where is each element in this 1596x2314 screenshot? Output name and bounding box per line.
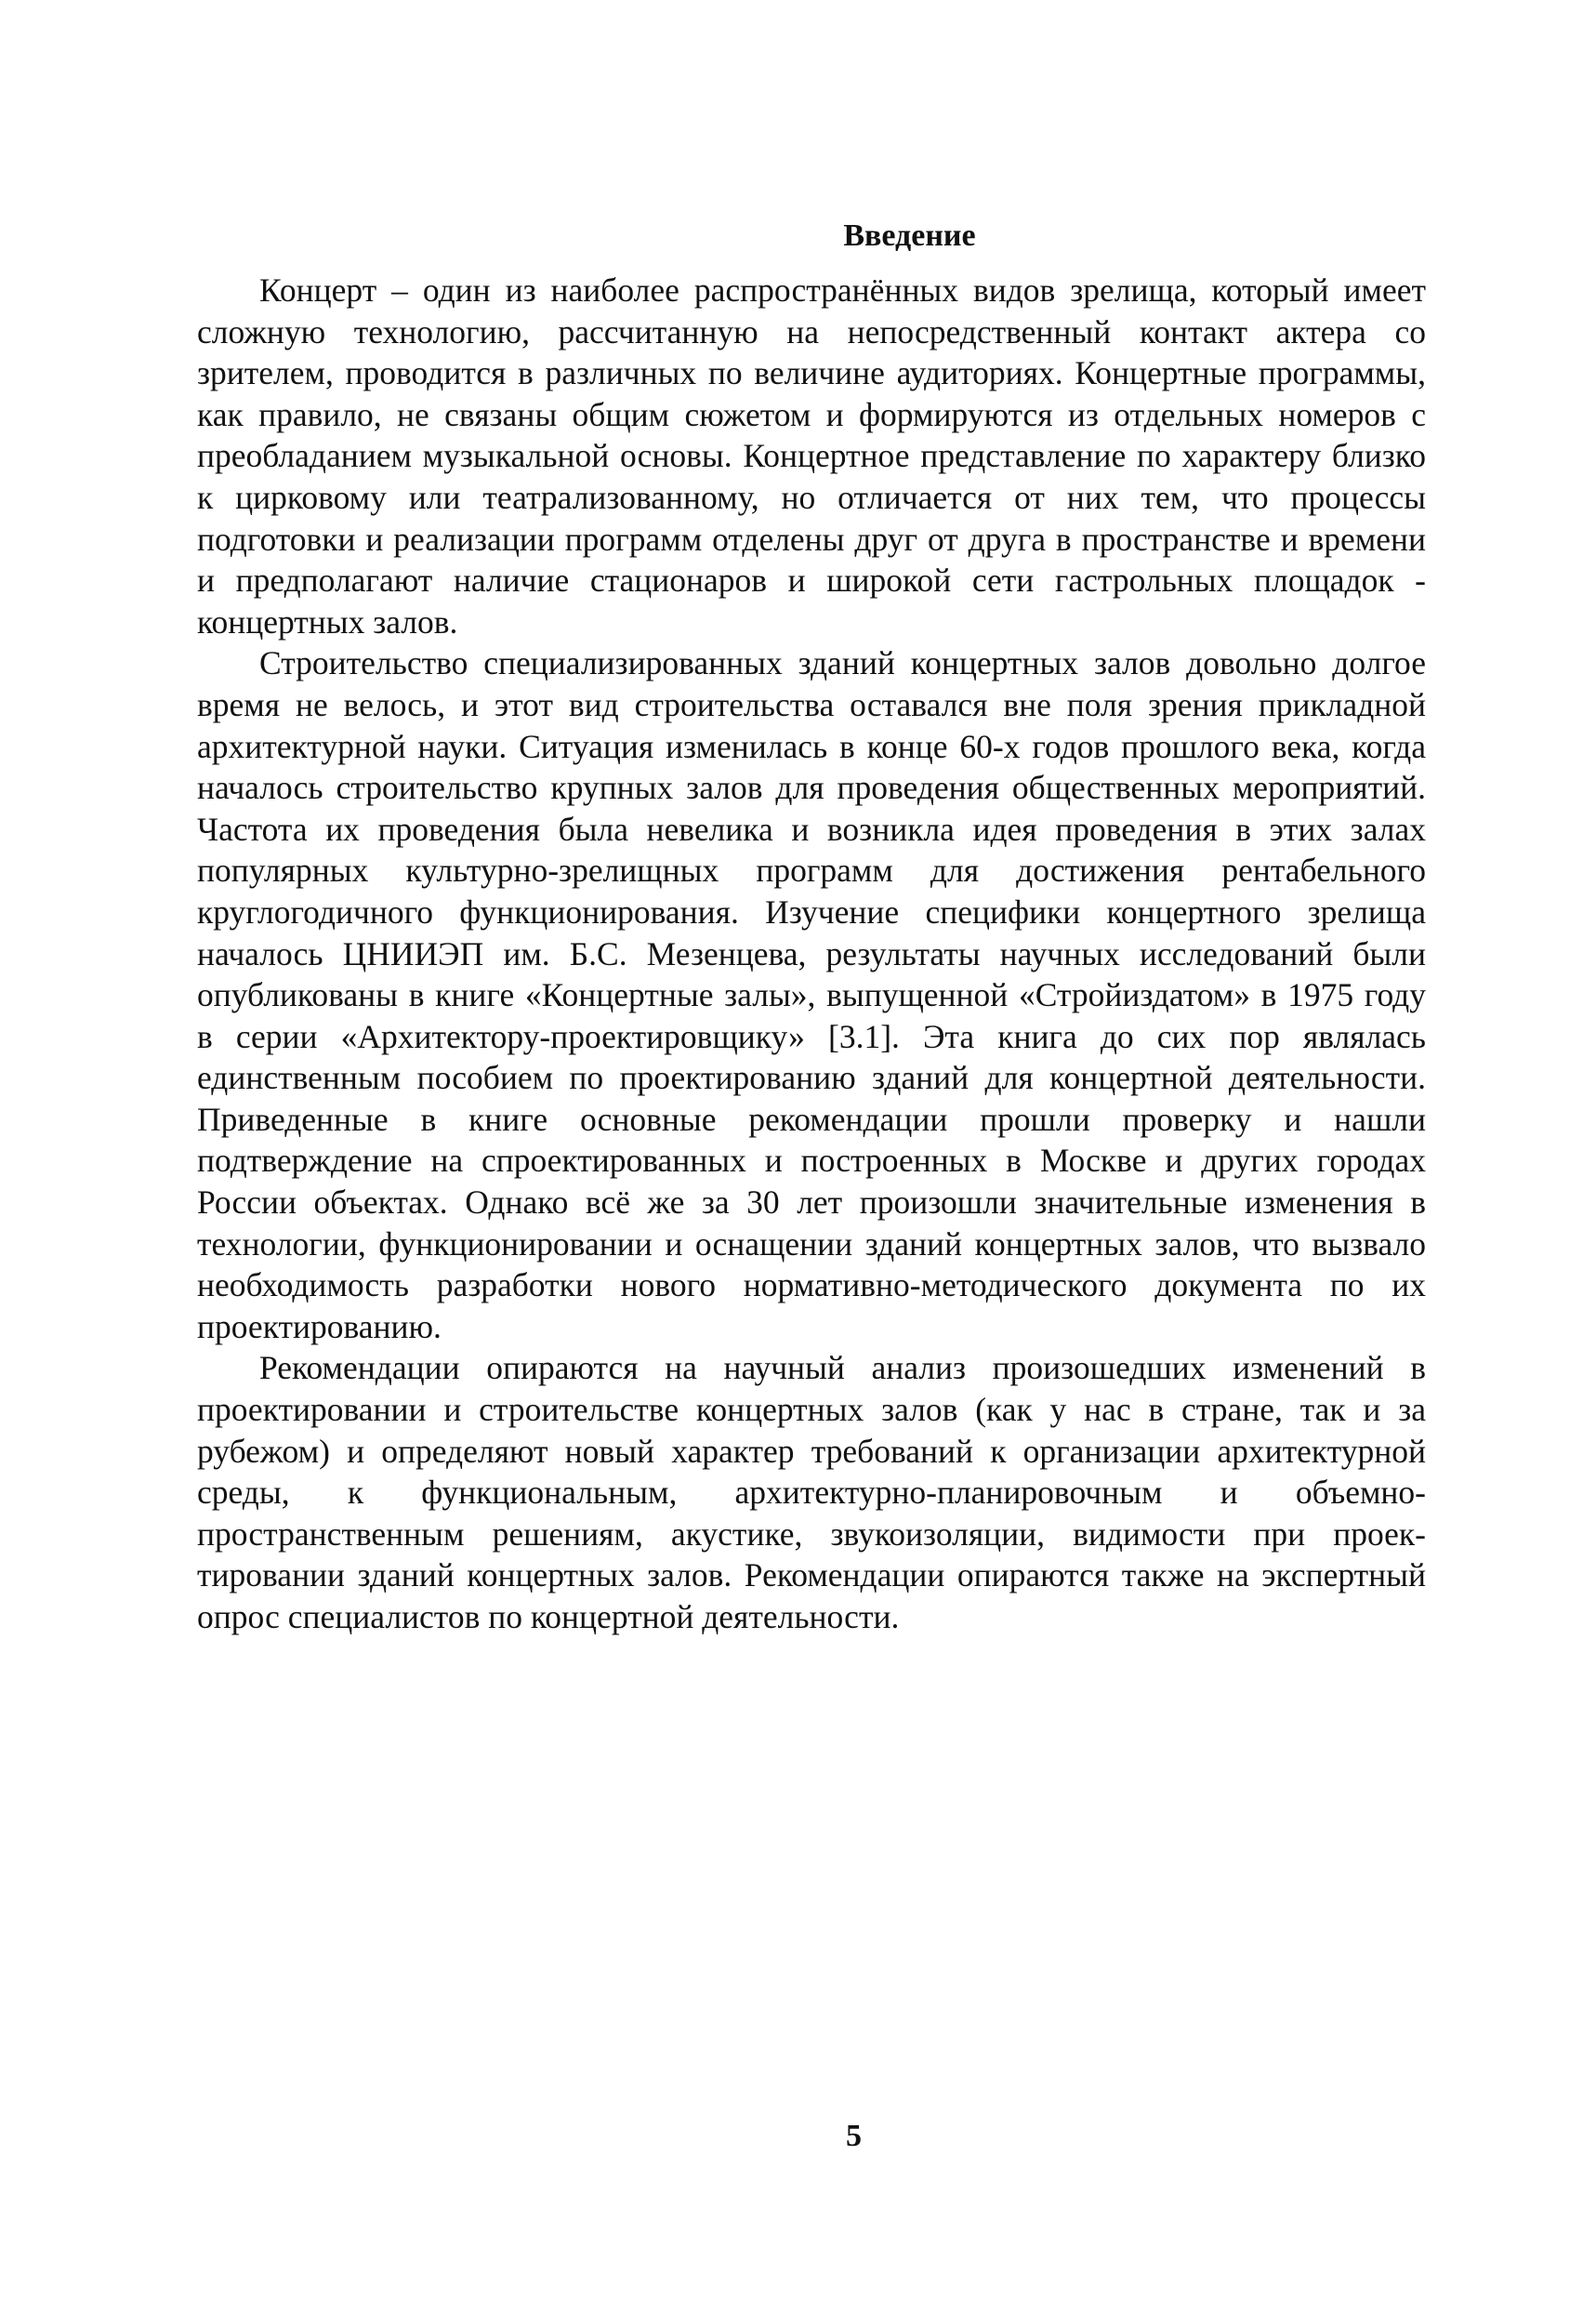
paragraph-1: Концерт – один из наиболее распространённых видов зрелища, который имеет сложную технологию, рассчитанную на непосредственный контакт актера со зрителем, проводится в различных по величине аудиториях. Концертные программы, как правило, не связаны общим сюжетом и формируются из отдельных номеров с преобладанием музыкальной основы. Концертное представление по характеру близко к цирковому или театрализованному, но отличается от них тем, что процессы подготовки и реализации программ отделены друг от друга в пространстве и времени и предполагают наличие стационаров и широкой сети гастрольных площадок - концертных залов. [197,271,1426,641]
section-title: Введение [843,218,976,253]
paragraph-3: Рекомендации опираются на научный анализ произошедших изменений в проектировании и строительстве концертных залов (как у нас в стране, так и за рубежом) и определяют новый характер требований к организации архитектурной среды, к функциональным, архитектурно-планировочным и объемно-пространственным решениям, акустике, звукоизоляции, видимости при проектировании зданий концертных залов. Рекомендации опираются также на экспертный опрос специалистов по концертной деятельности. [197,1349,1426,1635]
body-text [197,270,1426,1638]
paragraph-2: Строительство специализированных зданий концертных залов довольно долгое время не велось, и этот вид строительства оставался вне поля зрения прикладной архитектурной науки. Ситуация изменилась в конце 60-х годов прошлого века, когда началось строительство крупных залов для проведения общественных мероприятий. Частота их проведения была невелика и возникла идея проведения в этих залах популярных культурно-зрелищных программ для достижения рентабельного круглогодичного функционирования. Изучение специфики концертного зрелища началось ЦНИИЭП им. Б.С. Мезенцева, результаты научных исследований были опубликованы в книге «Концертные залы», выпущенной «Стройиздатом» в 1975 году в серии «Архитектору-проектировщику» [3.1]. Эта книга до сих пор являлась единственным пособием по проектированию зданий для концертной деятельности. Приведенные в книге основные рекомендации прошли проверку и нашли подтверждение на спроектированных и построенных в Москве и других городах России объектах. Однако всё же за 30 лет произошли значительные изменения в технологии, функционировании и оснащении зданий концертных залов, что вызвало необходимость разработки нового нормативно-методического документа по их проектированию. [197,644,1426,1345]
page-number: 5 [846,2119,862,2153]
